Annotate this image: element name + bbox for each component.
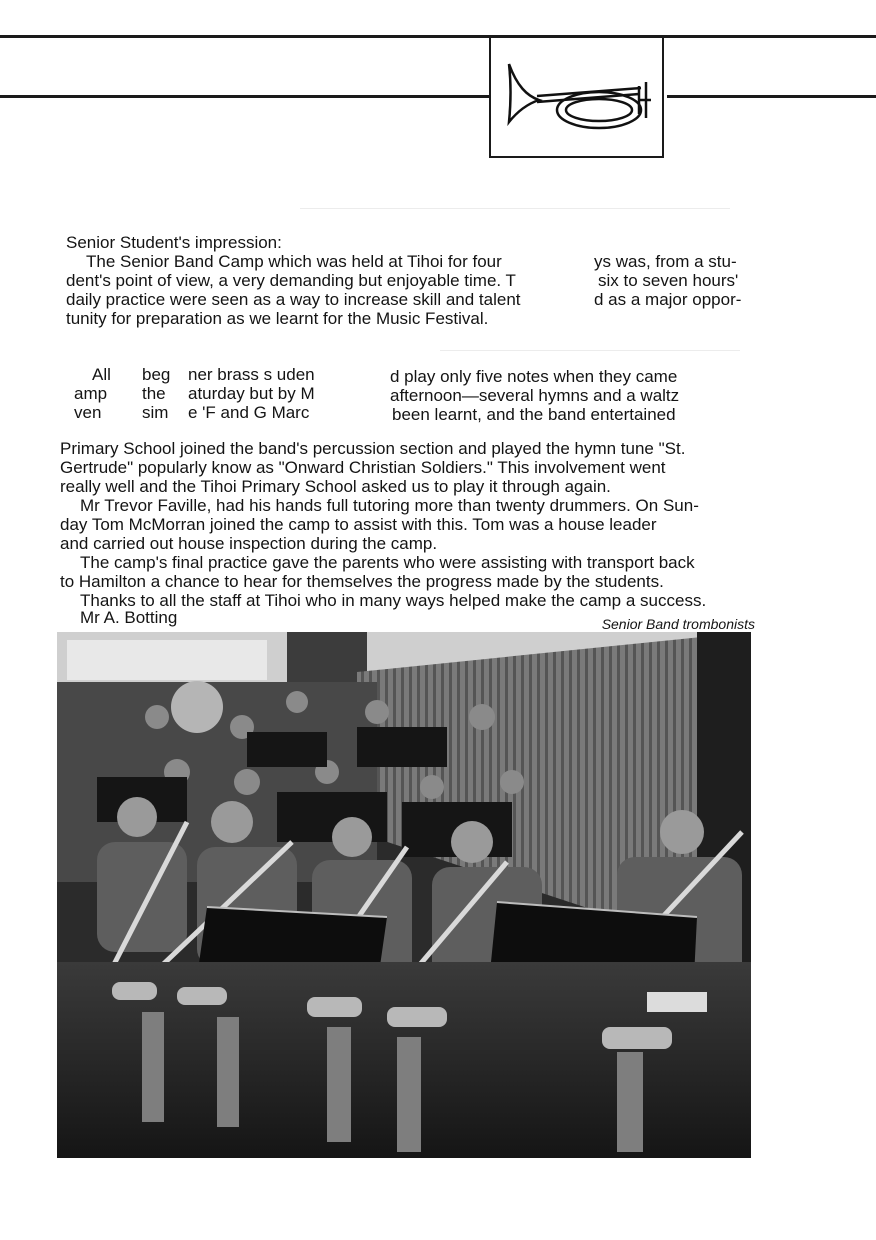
signature: Mr A. Botting (80, 608, 178, 627)
body-line: Thanks to all the staff at Tihoi who in many ways helped make the camp a success. (80, 591, 707, 610)
band-photo-illustration (57, 632, 751, 1158)
intro-line: The Senior Band Camp which was held at Tihoi for four (86, 252, 502, 271)
body-line: Gertrude" popularly know as "Onward Christian Soldiers." This involvement went (60, 458, 666, 477)
band-photo (57, 632, 751, 1158)
fragment-text: ven (74, 403, 102, 422)
fragment-text: e 'F and G Marc (188, 403, 310, 422)
fragment-text: been learnt, and the band entertained (392, 405, 676, 424)
fragment-text: ner brass s uden (188, 365, 315, 384)
intro-right-block (594, 252, 741, 309)
header-rule-right (667, 95, 876, 98)
intro-line: ys was, from a stu- (594, 252, 737, 271)
fragment-text: amp (74, 384, 108, 403)
fragment-text: All (92, 365, 111, 384)
body-line: day Tom McMorran joined the camp to assist with this. Tom was a house leader (60, 515, 657, 534)
fragment-text: d play only five notes when they came (390, 367, 678, 386)
bugle-icon-box (489, 36, 664, 158)
article-heading: Senior Student's impression: (66, 233, 282, 252)
intro-line: tunity for preparation as we learnt for the Music Festival. (66, 309, 489, 328)
fragment-text: afternoon—several hymns and a waltz (390, 386, 680, 405)
header-rule-left (0, 95, 490, 98)
body-line: Mr Trevor Faville, had his hands full tutoring more than twenty drummers. On Sun- (80, 496, 699, 515)
body-line: The camp's final practice gave the parents who were assisting with transport back (80, 553, 695, 572)
ghost-line (300, 208, 730, 209)
fragment-text: the (142, 384, 166, 403)
fragment-text: aturday but by M (188, 384, 315, 403)
intro-line: dent's point of view, a very demanding but enjoyable time. T (66, 271, 516, 290)
body-line: really well and the Tihoi Primary School asked us to play it through again. (60, 477, 611, 496)
intro-left-block (66, 252, 521, 328)
intro-line: six to seven hours' (598, 271, 739, 290)
intro-line: daily practice were seen as a way to increase skill and talent (66, 290, 521, 309)
photo-caption: Senior Band trombonists (601, 616, 755, 632)
fragment-text: sim (142, 403, 169, 422)
body-line: to Hamilton a chance to hear for themselves the progress made by the students. (60, 572, 664, 591)
body-line: Primary School joined the band's percussion section and played the hymn tune "St. (60, 439, 686, 458)
fragment-text: beg (142, 365, 171, 384)
intro-line: d as a major oppor- (594, 290, 742, 309)
body-line: and carried out house inspection during the camp. (60, 534, 438, 553)
bugle-icon (501, 52, 656, 147)
article-body (60, 439, 706, 610)
ghost-line (440, 350, 740, 351)
header-rule-top (0, 35, 876, 38)
